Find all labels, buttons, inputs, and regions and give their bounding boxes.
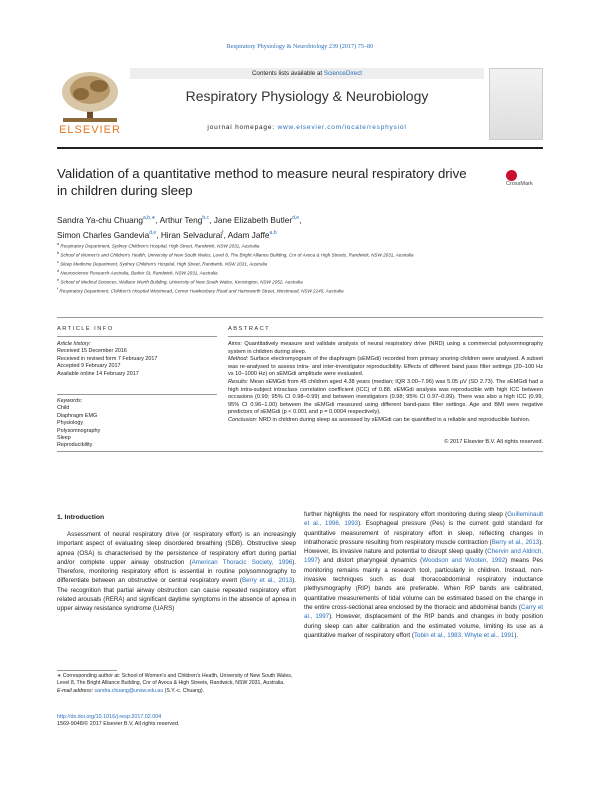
keyword: Reproducibility (57, 442, 93, 449)
corresponding-author-note: ∗ Corresponding author at: School of Women's and Children's Health, University of New South Wales, Level 8, The Bright Alliance Building, Cnr of Avoca & High Streets, Randwick, NSW 2031, Australia. (57, 673, 293, 687)
issn-line: 1569-9048/© 2017 Elsevier B.V. All rights reserved. (57, 721, 180, 728)
affiliation-text: School of Medical Sciences, Wallace Wurth Building, University of New South Wales, Kensington, NSW 2052, Australia (59, 279, 303, 285)
divider (57, 394, 217, 395)
affiliation-key: c (57, 260, 59, 265)
body-text: ) means Pes monitoring remains mainly a research tool, particularly in children. Instead, non-invasive techniques such as dual thoracoabdominal respiratory inductance plethysmography (RIP) bands are preferable. When RIP bands are calibrated, quantitative measurements of tidal volume can be estimated based on the change in the entire cross-sectional area enclosed by the thoracic and abdominal bands ( (304, 557, 544, 611)
citation-link[interactable]: Woodson and Wooten, 1992 (422, 557, 506, 565)
article-history (57, 341, 217, 378)
contents-prefix: Contents lists available at (251, 70, 324, 77)
conclusion-text: NRD in children during sleep as assessed by sEMGdi can be quantified in a reliable and reproducible fashion. (258, 416, 531, 423)
journal-cover-thumbnail (489, 68, 543, 140)
conclusion-label: Conclusion: (228, 416, 258, 423)
affiliation-item (57, 259, 543, 268)
history-item: Accepted 9 February 2017 (57, 363, 121, 370)
aims-text: Quantitatively measure and validate analysis of neural respiratory drive (NRD) using a commercial polysomnography system in children during sleep. (228, 341, 543, 355)
citation-link[interactable]: Carry et al., 1997 (304, 603, 543, 621)
author-separator: , (155, 214, 160, 225)
body-text: ). (514, 631, 519, 639)
affiliation-text: Respiratory Department, Sydney Children's Hospital, High Street, Randwick, NSW 2031, Australia (59, 243, 260, 249)
divider (57, 451, 543, 452)
affiliation-item (57, 277, 543, 286)
running-head[interactable]: Respiratory Physiology & Neurobiology 239 (2017) 75–80 (226, 43, 374, 50)
citation-link[interactable]: Berry et al., 2013 (491, 538, 540, 546)
affiliation-key: b (57, 251, 60, 256)
section-heading-introduction: 1. Introduction (57, 514, 105, 521)
affiliation-key: f (57, 287, 59, 292)
abstract-aims (228, 341, 543, 356)
keyword: Child (57, 405, 70, 412)
aims-label: Aims: (228, 341, 242, 347)
divider (228, 336, 543, 337)
history-item: Received 15 December 2016 (57, 348, 127, 355)
body-text: ). The recognition that partial airway obstruction can cause repeated respiratory effort related arousals (RERA) and significant daytime symptoms in the absence of apnea in upper airway resistance syndrome (UARS) (57, 577, 296, 613)
results-text: Mean sEMGdi from 45 children aged 4.38 years (median; IQR 3.00–7.96) was 5.05 μV (SD 2.73). The sEMGdi had a high intra-subject intraclass correlation coefficient (ICC) of 0.88. sEMGdi analysis was reproducible with high ICC between occasions (0.99; 95% CI 0.98–0.99) and between investigators (0.98; 95% CI 0.97–0.99). There was also a high ICC (0.99, 95% CI 0.96–1.00) between the sEMGdi measured using different band-pass filter settings. Age and BMI were negative predictors of sEMGdi (p < 0.001 and p = 0.0004 respectively). (228, 378, 543, 416)
footnote (57, 673, 296, 695)
affiliation-text: Sleep Medicine Department, Sydney Children's Hospital, High Street, Randwick, NSW 2031, Australia (58, 261, 268, 267)
abstract-method (228, 356, 543, 379)
body-text: ) and distort pharyngeal dynamics ( (317, 557, 423, 565)
history-item: Received in revised form 7 February 2017 (57, 355, 158, 362)
author-name[interactable]: Sandra Ya-chu Chuang (57, 214, 143, 225)
author-separator: , (299, 214, 302, 225)
author-name[interactable]: Simon Charles Gandevia (57, 229, 150, 240)
crossmark-icon (506, 170, 517, 181)
citation-link[interactable]: Berry et al., 2013 (241, 577, 293, 585)
affiliation-key: a (57, 242, 60, 246)
body-text: ). However, its invasive nature and potential to disrupt sleep quality ( (304, 538, 543, 556)
keyword: Sleep (57, 435, 71, 442)
body-text: ). Esophageal pressure (Pes) is the current gold standard for quantitative measurement of respiratory effort in sleep, reflecting changes in intrathoracic pressure resulting from respiratory muscle contraction ( (304, 520, 543, 546)
author-name[interactable]: Arthur Teng (159, 214, 203, 225)
affiliation-item (57, 250, 543, 259)
header-divider (57, 147, 543, 149)
body-text: ). Therefore, monitoring respiratory effort is essential in routine polysomnography to differentiate between an obstructive or central respiratory event ( (57, 558, 296, 585)
author-name[interactable]: Jane Elizabeth Butler (213, 214, 293, 225)
citation-link[interactable]: Chervin and Aldrich, 1997 (304, 548, 544, 565)
affiliation-item (57, 268, 543, 277)
abstract-heading: ABSTRACT (228, 326, 271, 332)
results-label: Results: (228, 378, 249, 385)
affiliation-key: d (57, 269, 60, 274)
abstract-results (228, 379, 543, 417)
history-label: Article history: (57, 341, 91, 347)
email-line (57, 688, 296, 695)
email-suffix: (S.Y.-c. Chuang). (163, 687, 205, 694)
email-label: E-mail address: (57, 687, 95, 694)
author-list (57, 212, 543, 242)
homepage-prefix: journal homepage: (207, 124, 278, 131)
method-label: Method: (228, 356, 249, 363)
divider (57, 336, 217, 337)
citation-link[interactable]: Guilleminault et al., 1996, 1993 (304, 511, 543, 528)
body-left-column (57, 530, 296, 614)
body-text: further highlights the need for respiratory effort monitoring during sleep ( (304, 511, 508, 518)
keyword: Physiology (57, 420, 84, 427)
journal-title: Respiratory Physiology & Neurobiology (185, 88, 429, 104)
keywords-label: Keywords: (57, 398, 83, 404)
author-affiliation-marker[interactable]: a,b (269, 229, 277, 236)
homepage-link[interactable]: www.elsevier.com/locate/resphysiol (277, 124, 407, 131)
sciencedirect-link[interactable]: ScienceDirect (323, 70, 363, 77)
author-separator: , (223, 229, 228, 240)
abstract-conclusion (228, 417, 543, 425)
keywords (57, 398, 217, 450)
author-separator: , (156, 229, 161, 240)
doi-link[interactable]: http://dx.doi.org/10.1016/j.resp.2017.02.004 (57, 714, 162, 720)
author-affiliation-marker[interactable]: a,b,∗ (142, 215, 156, 221)
affiliation-text: Respiratory Department, Children's Hospital Westmead, Corner Hawkesbury Road and Hainsworth Street, Westmead, NSW 2145, Australia (58, 288, 344, 294)
body-text: Assessment of neural respiratory drive (or respiratory effort) is an increasingly important aspect of evaluating sleep disordered breathing (SDB). Obstructive sleep apnea (OSA) is characterised by the persistence of respiratory effort during partial and/or complete upper airway obstruction ( (57, 531, 296, 566)
history-item: Available online 14 February 2017 (57, 370, 139, 377)
keyword: Diaphragm EMG (57, 412, 98, 419)
author-affiliation-marker[interactable]: d,e (292, 215, 300, 221)
crossmark-button[interactable] (506, 170, 544, 187)
citation-link[interactable]: American Thoracic Society, 1996 (191, 558, 293, 566)
email-link[interactable]: sandra.chuang@unsw.edu.au (94, 687, 164, 694)
doi-block (57, 714, 357, 729)
affiliations (57, 241, 543, 295)
copyright: © 2017 Elsevier B.V. All rights reserved. (444, 439, 543, 445)
affiliation-item (57, 241, 543, 250)
author-separator: , (209, 214, 214, 225)
affiliation-key: e (57, 278, 60, 283)
crossmark-label: CrossMark (506, 181, 533, 187)
author-affiliation-marker[interactable]: b,c (202, 215, 210, 221)
method-text: Surface electromyogram of the diaphragm (sEMGdi) recorded from primary snoring children were analysed. A subset was re-analysed to assess intra- and inter-investigator reproducibility. Effects of different band pass filter settings (20–100 Hz vs 10–1000 Hz) on sEMGdi amplitude were evaluated. (228, 356, 543, 378)
author-name[interactable]: Hiran Selvadurai (160, 229, 223, 240)
divider (57, 317, 543, 318)
affiliation-text: School of Women's and Children's Health, University of New South Wales, Level 8, The Bright Alliance Building, Cnr of Avoca & High Streets, Randwick, NSW 2031, Australia (59, 252, 414, 258)
affiliation-item (57, 286, 543, 295)
author-name[interactable]: Adam Jaffe (227, 229, 270, 240)
footnote-divider (57, 670, 117, 671)
journal-homepage (130, 124, 484, 131)
article-info-heading: ARTICLE INFO (57, 326, 114, 332)
affiliation-text: Neuroscience Research Australia, Barker St, Randwick, NSW 2031, Australia (59, 270, 218, 276)
citation-link[interactable]: Tobin et al., 1983; Whyte et al., 1991 (413, 631, 515, 639)
contents-bar (130, 68, 484, 79)
elsevier-wordmark: ELSEVIER (59, 124, 121, 136)
article-title: Validation of a quantitative method to measure neural respiratory drive in children during sleep (57, 166, 467, 198)
author-affiliation-marker[interactable]: d,e (149, 229, 157, 236)
body-text: ). However, displacement of the RIP bands and changes in body position during sleep can alter calibration and the estimated volume, limiting its use as a quantitative marker of respiratory effort ( (304, 613, 543, 639)
keyword: Polysomnography (57, 427, 101, 434)
abstract-body (228, 341, 543, 425)
body-right-column (304, 510, 543, 640)
author-affiliation-marker[interactable]: f (222, 229, 224, 236)
